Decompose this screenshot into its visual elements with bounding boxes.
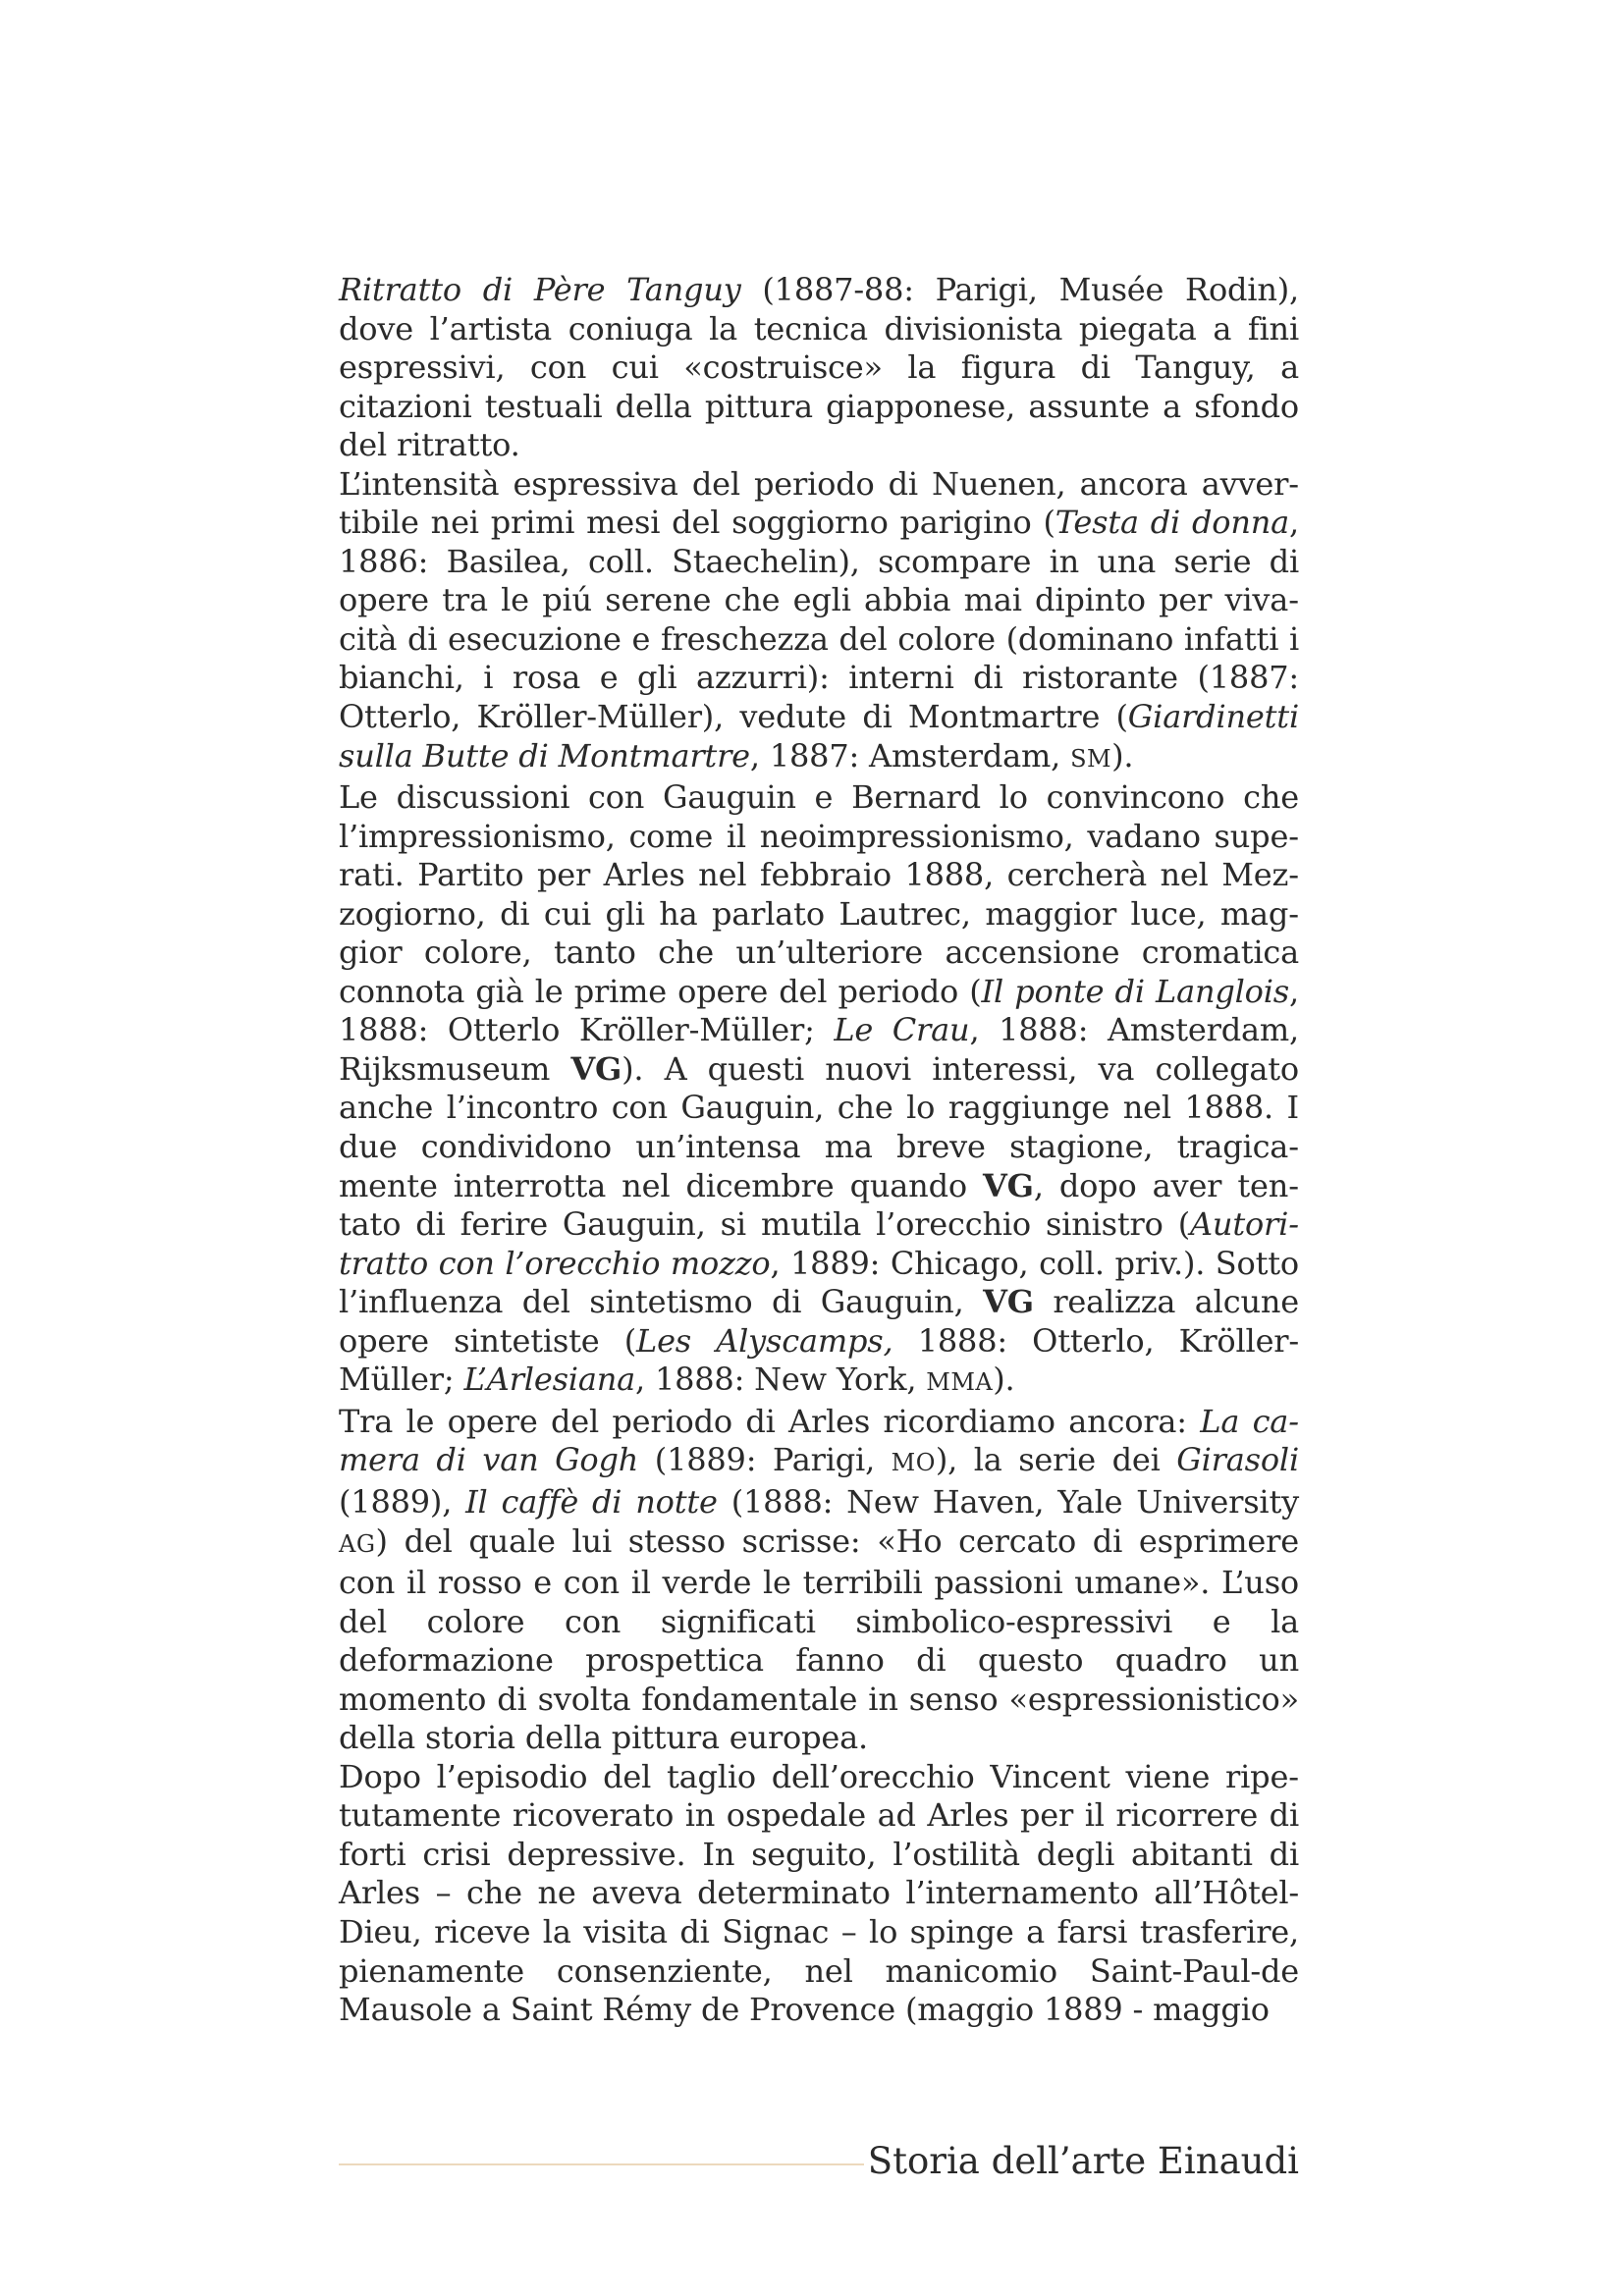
italic-title: Girasoli: [1176, 1441, 1299, 1479]
italic-title: Il ponte di Langlois: [981, 972, 1290, 1010]
text-run: , 1889: Chicago, coll. priv.). Sotto l’influenza del sintetismo di Gauguin,: [339, 1244, 1299, 1321]
text-run: Tra le opere del periodo di Arles ricordiamo ancora:: [339, 1402, 1201, 1440]
text-run: , 1888: New York,: [635, 1361, 927, 1399]
paragraph-saint-remy: [339, 1758, 1299, 2030]
small-caps-abbrev: MO: [891, 1449, 936, 1477]
bold-abbrev: VG: [570, 1049, 622, 1088]
italic-title: Ritratto di Père Tanguy: [339, 271, 741, 308]
text-run: (1887-88: Parigi, Musée Rodin), dove l’artista coniuga la tecnica divisionista piegata a fini espressivi, con cui «costruisce» la figura di Tanguy, a citazioni testuali della pittura giapponese, assunte a sfondo del ritratto.: [339, 271, 1299, 464]
paragraph-arles-gauguin: [339, 778, 1299, 1403]
italic-title: Le Crau: [834, 1011, 970, 1049]
body-text: [339, 271, 1299, 2030]
italic-title: L’Arlesiana: [463, 1361, 635, 1399]
small-caps-abbrev: SM: [1070, 744, 1112, 773]
italic-title: Giardinetti sulla Butte di Montmartre: [339, 698, 1299, 774]
text-run: L’intensità espressiva del periodo di Nuenen, ancora avvertibile nei primi mesi del soggiorno parigino (: [339, 464, 1299, 542]
footer-rule: [339, 2163, 864, 2165]
italic-title: Les Alyscamps,: [636, 1321, 893, 1360]
italic-title: La camera di van Gogh: [339, 1402, 1299, 1479]
text-run: (1888: New Haven, Yale University: [717, 1482, 1299, 1521]
bold-abbrev: VG: [983, 1283, 1034, 1321]
text-run: , 1886: Basilea, coll. Staechelin), scompare in una serie di opere tra le piú serene che egli abbia mai dipinto per vivacità di esecuzione e freschezza del colore (dominano infatti i bianchi, i rosa e gli azzurri): interni di ristorante (1887: Otterlo, Kröller-Müller), vedute di Montmartre (: [339, 504, 1299, 736]
text-run: , 1887: Amsterdam,: [749, 736, 1071, 774]
text-run: Le discussioni con Gauguin e Bernard lo convincono che l’impressionismo, come il neoimpressionismo, vadano superati. Partito per Arles nel febbraio 1888, cercherà nel Mezzogiorno, di cui gli ha parlato Lautrec, maggior luce, maggior colore, tanto che un’ulteriore accensione cromatica connota già le prime opere del periodo (: [339, 778, 1299, 1010]
text-run: , 1888: Amsterdam, Rijksmuseum: [339, 1011, 1299, 1088]
footer-title: Storia dell’arte Einaudi: [867, 2140, 1299, 2182]
paragraph-nuenen-paris: [339, 465, 1299, 778]
text-run: ). A questi nuovi interessi, va collegato anche l’incontro con Gauguin, che lo raggiunge nel 1888. I due condividono un’intensa ma breve stagione, tragicamente interrotta nel dicembre quando: [339, 1049, 1299, 1204]
text-run: ).: [993, 1361, 1015, 1399]
text-run: 1888: Otterlo, Kröller-Müller;: [339, 1321, 1300, 1399]
text-run: ).: [1111, 736, 1134, 774]
text-run: ) del quale lui stesso scrisse: «Ho cercato di esprimere con il rosso e con il verde le terribili passioni umane». L’uso del colore con significati simbolico-espressivi e la deformazione prospettica fanno di questo quadro un momento di svolta fondamentale in senso «espressionistico» della storia della pittura europea.: [339, 1522, 1299, 1757]
text-run: ), la serie dei: [935, 1441, 1177, 1479]
text-run: realizza alcune opere sintetiste (: [339, 1283, 1299, 1360]
paragraph-tanguy: [339, 271, 1299, 465]
text-run: , dopo aver tentato di ferire Gauguin, si mutila l’orecchio sinistro (: [339, 1166, 1299, 1244]
italic-title: Il caffè di notte: [465, 1482, 718, 1521]
italic-title: Autoritratto con l’orecchio mozzo: [339, 1205, 1299, 1282]
italic-title: Testa di donna: [1055, 504, 1290, 542]
text-run: (1889: Parigi,: [638, 1441, 892, 1479]
small-caps-abbrev: AG: [339, 1529, 376, 1558]
page-footer: [339, 2138, 1299, 2185]
paragraph-arles-works: [339, 1403, 1299, 1758]
small-caps-abbrev: MMA: [926, 1368, 994, 1397]
text-run: Dopo l’episodio del taglio dell’orecchio Vincent viene ripetutamente ricoverato in ospedale ad Arles per il ricorrere di forti crisi depressive. In seguito, l’ostilità degli abitanti di Arles – che ne aveva determinato l’internamento all’Hôtel-Dieu, riceve la visita di Signac – lo spinge a farsi trasferire, pienamente consenziente, nel manicomio Saint-Paul-de Mausole a Saint Rémy de Provence (maggio 1889 - maggio: [339, 1757, 1299, 2029]
text-run: , 1888: Otterlo Kröller-Müller;: [339, 972, 1299, 1049]
bold-abbrev: VG: [983, 1166, 1034, 1204]
text-run: (1889),: [339, 1482, 466, 1521]
